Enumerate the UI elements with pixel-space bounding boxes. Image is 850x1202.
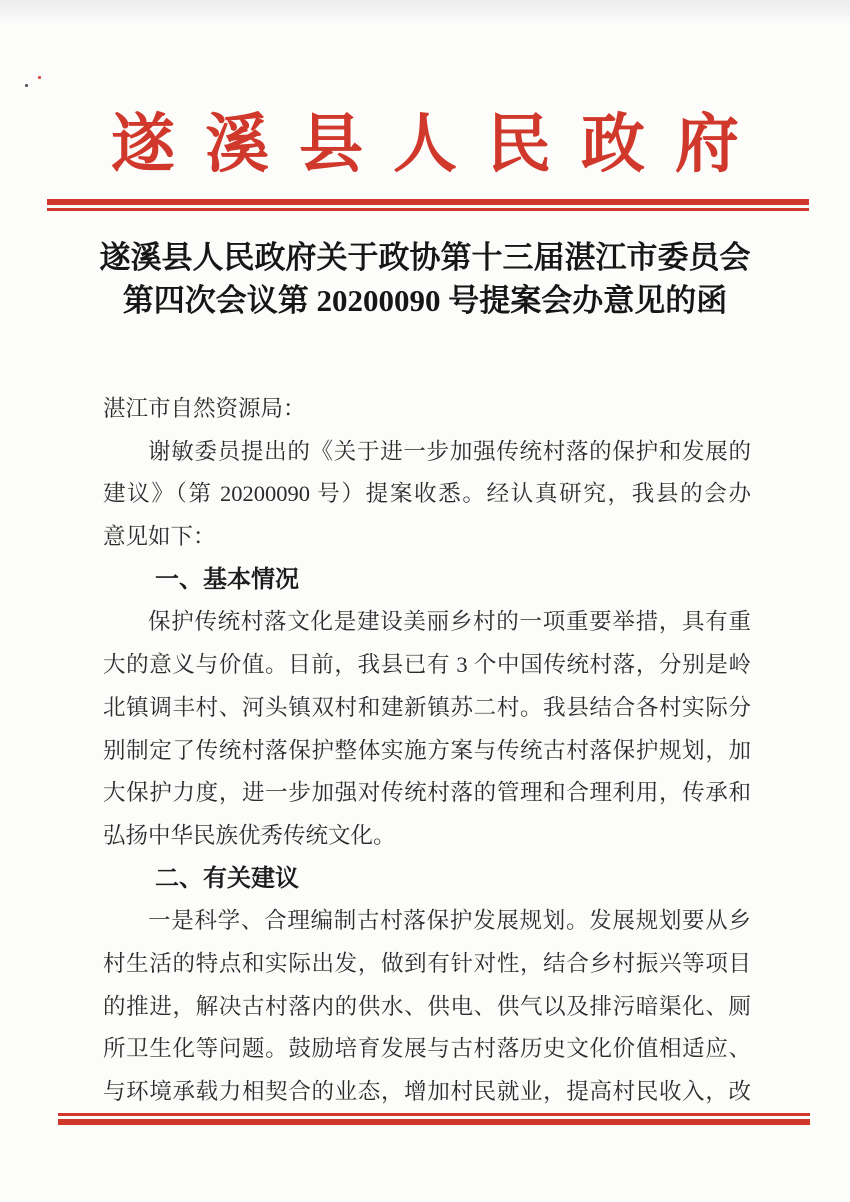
scan-speck-dark	[25, 84, 28, 87]
body-line: 别制定了传统村落保护整体实施方案与传统古村落保护规划，加	[103, 737, 751, 763]
body-line: 一是科学、合理编制古村落保护发展规划。发展规划要从乡	[148, 908, 751, 934]
page-footer-double-rule	[58, 1113, 810, 1125]
document-title-line1: 遂溪县人民政府关于政协第十三届湛江市委员会	[99, 240, 751, 275]
document-title-line2: 第四次会议第 20200090 号提案会办意见的函	[122, 283, 728, 318]
body-line: 弘扬中华民族优秀传统文化。	[103, 822, 396, 848]
section-heading-1: 一、基本情况	[155, 565, 299, 593]
body-line: 的推进，解决古村落内的供水、供电、供气以及排污暗渠化、厕	[103, 993, 751, 1019]
body-line: 北镇调丰村、河头镇双村和建新镇苏二村。我县结合各村实际分	[103, 694, 751, 720]
recipient-line: 湛江市自然资源局：	[103, 396, 306, 421]
body-line: 意见如下：	[103, 524, 216, 550]
body-line: 保护传统村落文化是建设美丽乡村的一项重要举措，具有重	[148, 609, 751, 635]
scan-edge-shadow	[0, 0, 850, 24]
body-line: 与环境承载力相契合的业态，增加村民就业，提高村民收入，改	[103, 1079, 751, 1104]
document-title	[50, 236, 800, 322]
letterhead-org-name: 遂溪县人民政府	[111, 109, 769, 180]
body-line: 大的意义与价值。目前，我县已有 3 个中国传统村落，分别是岭	[103, 652, 751, 678]
section-heading-2: 二、有关建议	[155, 864, 299, 892]
body-line: 谢敏委员提出的《关于进一步加强传统村落的保护和发展的	[148, 438, 751, 464]
scan-speck-red	[38, 76, 41, 79]
body-line: 建议》（第 20200090 号）提案收悉。经认真研究，我县的会办	[103, 481, 751, 507]
letter-body	[103, 388, 751, 1114]
letterhead-double-rule	[47, 199, 809, 211]
body-line: 村生活的特点和实际出发，做到有针对性，结合乡村振兴等项目	[103, 950, 751, 976]
body-line: 所卫生化等问题。鼓励培育发展与古村落历史文化价值相适应、	[103, 1036, 751, 1062]
body-line: 大保护力度，进一步加强对传统村落的管理和合理利用，传承和	[103, 780, 751, 806]
